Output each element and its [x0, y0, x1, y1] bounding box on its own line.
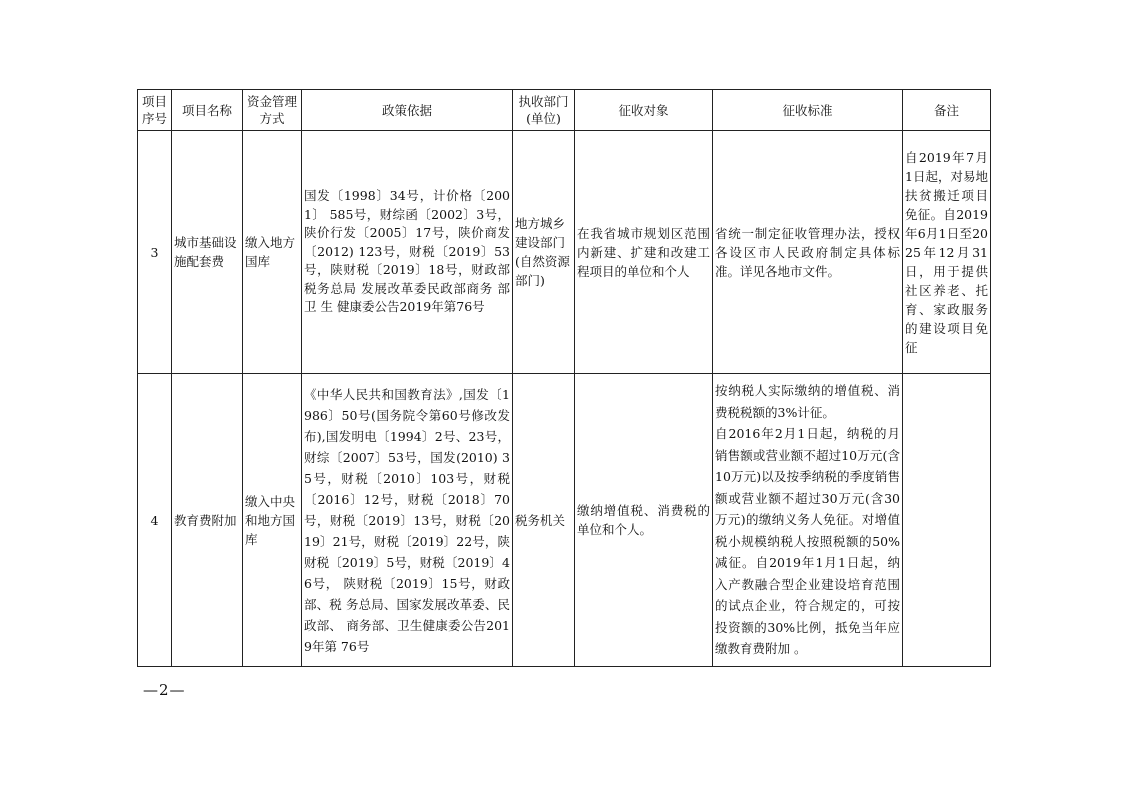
item-no: 3	[138, 131, 172, 374]
policy-basis: 《中华人民共和国教育法》,国发〔1986〕50号(国务院令第60号修改发布),国发明电〔1994〕2号、23号，财综〔2007〕53号，国发(2010) 35号，财税〔2010〕103号，财税〔2016〕12号，财税〔2018〕70号，财税〔2019〕13号，财税〔2019〕21号，财税〔2019〕22号，陕财税〔2019〕5号，财税〔2019〕46号， 陕财税〔2019〕15号，财政部、税 务总局、国家发展改革委、民政部、 商务部、卫生健康委公告2019年第 76号	[302, 374, 513, 667]
item-no: 4	[138, 374, 172, 667]
collection-standard: 省统一制定征收管理办法，授权各设区市人民政府制定具体标准。详见各地市文件。	[713, 131, 903, 374]
standard-paragraph: 自2016年2月1日起，纳税的月销售额或营业额不超过10万元(含10万元)以及按季纳税的季度销售额或营业额不超过30万元(含30万元)的缴纳义务人免征。对增值税小规模纳税人按照税额的50%减征。自2019年1月1日起，纳入产教融合型企业建设培育范围的试点企业，符合规定的，可按投资额的30%比例，抵免当年应缴教育费附加 。	[715, 426, 900, 657]
header-fund-management: 资金管理方式	[243, 90, 302, 131]
header-item-name: 项目名称	[172, 90, 243, 131]
header-collection-standard: 征收标准	[713, 90, 903, 131]
remarks: 自2019年7月1日起，对易地扶贫搬迁项目免征。自2019年6月1日至2025年12月31日，用于提供社区养老、托育、家政服务的建设项目免征	[903, 131, 991, 374]
policy-basis: 国发〔1998〕34号，计价格〔2001〕 585号，财综函〔2002〕3号，陕价行发〔2005〕17号，陕价商发〔2012) 123号，财税〔2019〕53号，陕财税〔2019〕18号，财政部税务总局 发展改革委民政部商务 部 卫 生 健康委公告2019年第76号	[302, 131, 513, 374]
collection-object: 缴纳增值税、消费税的单位和个人。	[575, 374, 713, 667]
table-row	[138, 131, 991, 374]
collection-object: 在我省城市规划区范围内新建、扩建和改建工程项目的单位和个人	[575, 131, 713, 374]
header-collecting-dept: 执收部门(单位)	[513, 90, 575, 131]
collection-standard	[713, 374, 903, 667]
collecting-dept: 地方城乡建设部门(自然资源部门)	[513, 131, 575, 374]
item-name: 城市基础设施配套费	[172, 131, 243, 374]
fee-table	[137, 89, 991, 667]
collecting-dept: 税务机关	[513, 374, 575, 667]
item-name: 教育费附加	[172, 374, 243, 667]
remarks	[903, 374, 991, 667]
page-number: —2—	[143, 681, 186, 699]
standard-paragraph: 按纳税人实际缴纳的增值税、消费税税额的3%计征。	[715, 383, 900, 420]
fund-management: 缴入中央和地方国库	[243, 374, 302, 667]
fund-management: 缴入地方国库	[243, 131, 302, 374]
header-remarks: 备注	[903, 90, 991, 131]
header-row	[138, 90, 991, 131]
header-policy-basis: 政策依据	[302, 90, 513, 131]
header-collection-object: 征收对象	[575, 90, 713, 131]
table-row	[138, 374, 991, 667]
header-item-no: 项目序号	[138, 90, 172, 131]
